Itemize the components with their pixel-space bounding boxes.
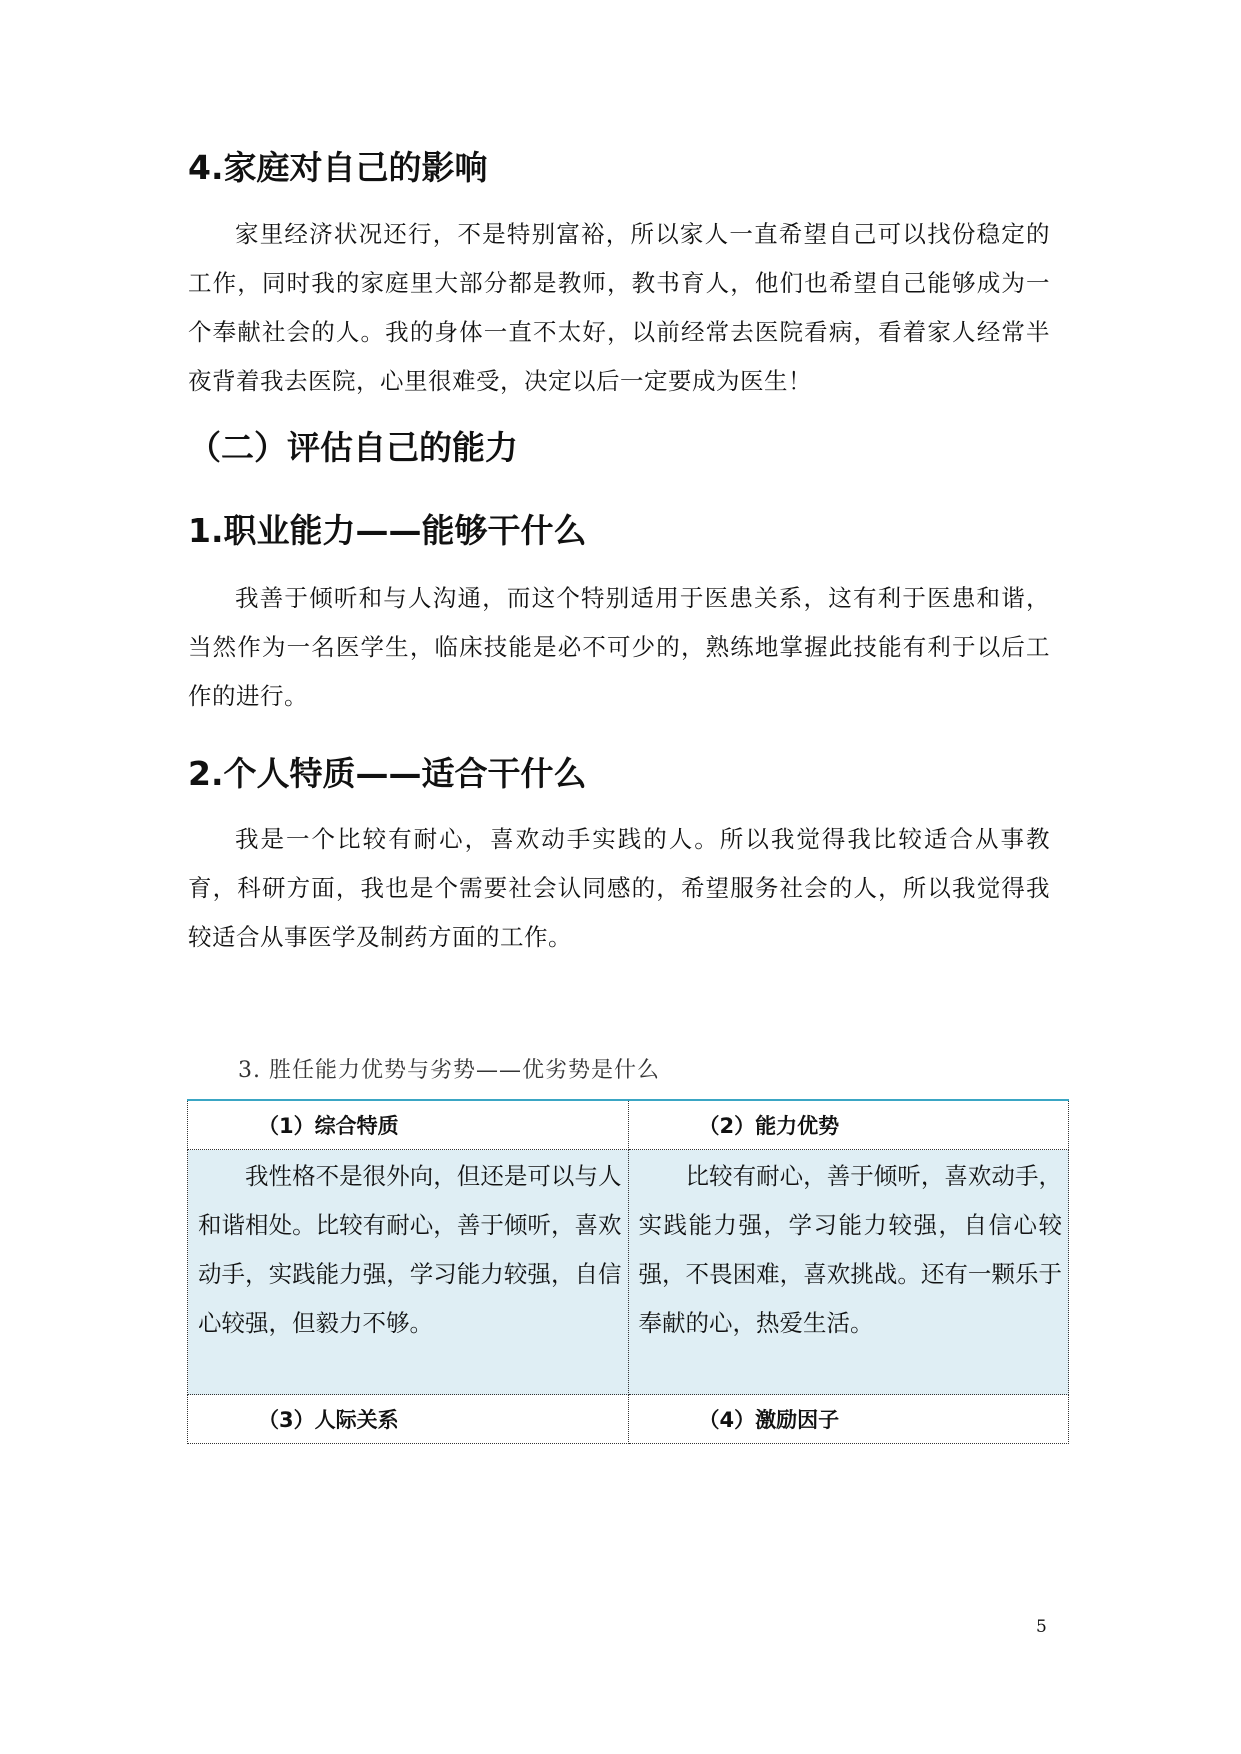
paragraph-family-influence: 家里经济状况还行，不是特别富裕，所以家人一直希望自己可以找份稳定的工作，同时我的家庭里大部分都是教师，教书育人，他们也希望自己能够成为一个奉献社会的人。我的身体一直不太好，以前经常去医院看病，看着家人经常半夜背着我去医院，心里很难受，决定以后一定要成为医生！ — [188, 220, 1050, 395]
cell-ability-strengths-text: 比较有耐心，善于倾听，喜欢动手，实践能力强，学习能力较强，自信心较强，不畏困难，喜欢挑战。还有一颗乐于奉献的心，热爱生活。 — [638, 1162, 1062, 1337]
paragraph-career-ability: 我善于倾听和与人沟通，而这个特别适用于医患关系，这有利于医患和谐，当然作为一名医学生，临床技能是必不可少的，熟练地掌握此技能有利于以后工作的进行。 — [188, 584, 1050, 710]
paragraph-personal-traits: 我是一个比较有耐心，喜欢动手实践的人。所以我觉得我比较适合从事教育，科研方面，我也是个需要社会认同感的，希望服务社会的人，所以我觉得我较适合从事医学及制药方面的工作。 — [188, 825, 1050, 951]
table-cell — [188, 1150, 629, 1395]
page-number: 5 — [1036, 1617, 1047, 1637]
table-header-cell — [188, 1395, 629, 1444]
table-caption: 3. 胜任能力优势与劣势——优劣势是什么 — [238, 1058, 660, 1083]
section-heading-personal-traits: 2.个人特质——适合干什么 — [188, 754, 587, 793]
table-header-cell — [628, 1395, 1069, 1444]
section-heading-family-influence: 4.家庭对自己的影响 — [188, 148, 488, 187]
cell-comprehensive-traits-text: 我性格不是很外向，但还是可以与人和谐相处。比较有耐心，善于倾听，喜欢动手，实践能力强，学习能力较强，自信心较强，但毅力不够。 — [198, 1162, 622, 1337]
header-motivation: （4）激励因子 — [698, 1408, 840, 1432]
table-cell — [628, 1150, 1069, 1395]
table-header-cell — [188, 1100, 629, 1150]
table-row — [188, 1395, 1069, 1444]
table-row — [188, 1150, 1069, 1395]
table-row — [188, 1100, 1069, 1150]
part-heading-assess-ability: （二）评估自己的能力 — [188, 428, 518, 467]
header-comprehensive-traits: （1）综合特质 — [258, 1114, 399, 1138]
header-interpersonal: （3）人际关系 — [258, 1408, 399, 1432]
table-header-cell — [628, 1100, 1069, 1150]
section-heading-career-ability: 1.职业能力——能够干什么 — [188, 511, 587, 550]
strengths-weaknesses-table — [187, 1099, 1069, 1444]
header-ability-strengths: （2）能力优势 — [698, 1114, 840, 1138]
